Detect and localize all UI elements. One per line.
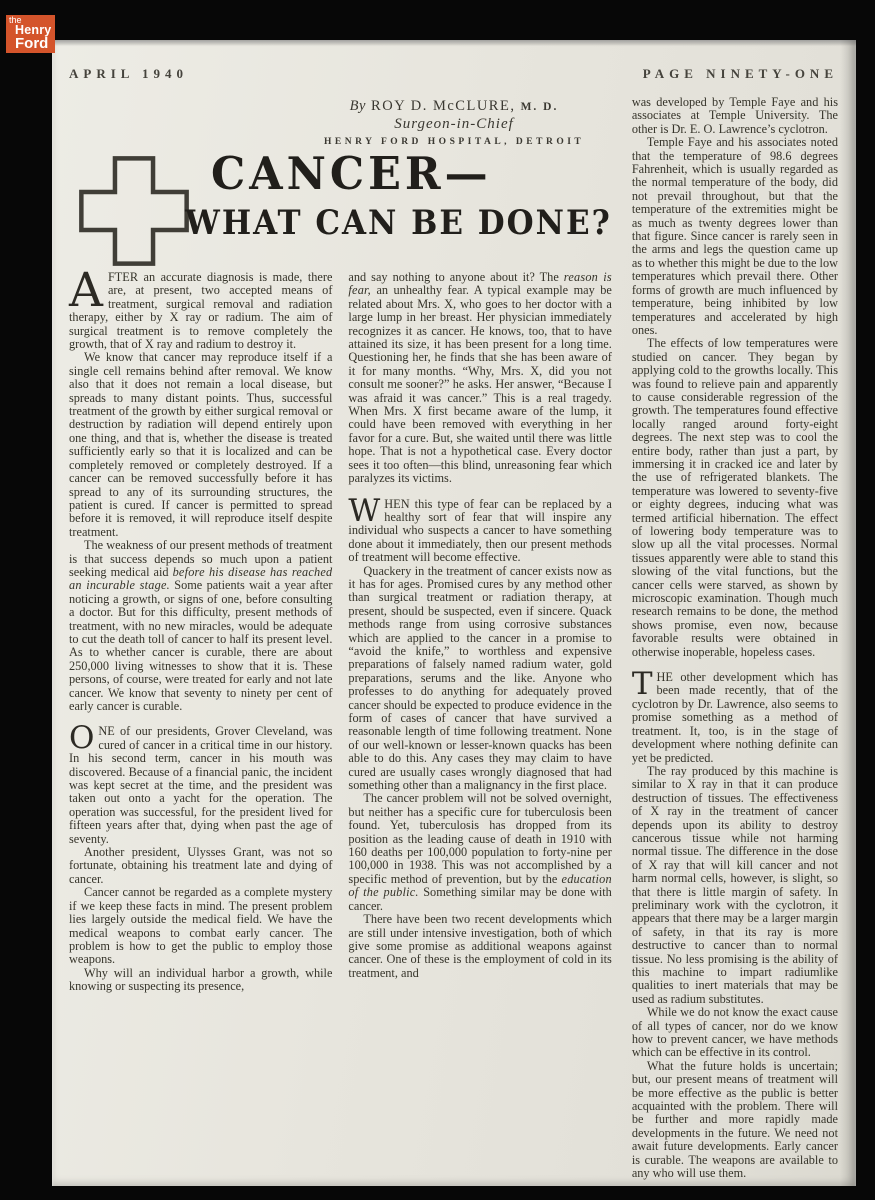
paragraph: We know that cancer may reproduce itself if a single cell remains behind after removal. We know also that it does not remain a local disease, but spreads to many distant points. Thus, successful treatment of the growth by either surgical removal or destruction by radiation will depend entirely upon one thing, and that is, whether the disease is treated sufficiently early so that it is localized and can be completely removed or completely destroyed. If a cancer can be removed successfully before it has spread to any of its surrounding structures, the patient is cured. If cancer is permitted to spread before it is removed, it will reproduce itself despite treatment. xyxy=(69,350,333,539)
paragraph: was developed by Temple Faye and his associates at Temple University. The other is Dr. E. O. Lawrence’s cyclotron. xyxy=(631,95,838,136)
paragraph: WHEN this type of fear can be replaced by a healthy sort of fear that will inspire any individual who suspects a cancer to have something done about it immediately, then our present methods of treatment will become effective. xyxy=(348,492,612,565)
article-head xyxy=(69,98,612,271)
cross-icon xyxy=(73,155,195,267)
column-2 xyxy=(348,271,611,994)
article-title xyxy=(185,147,612,267)
paragraph: The effects of low temperatures were studied on cancer. They began by applying cold to the growths locally. This was found to relieve pain and apparently to cause considerable regression of the growth. The temperatures found effective locally ranged around forty-eight degrees. The next step was to cool the entire body, rather than just a part, by immersing it in cracked ice and later by the use of refrigerated blankets. The temperature was lowered to seventy-five or eighty degrees, inducing what was termed artificial hibernation. The effect of lowering body temperature was to slow up all the vital processes. Normal tissues apparently were able to stand this slowing of the vital functions, but the cancer cells were starved, as shown by microscopic examination. Though much research remains to be done, the method shows promise, even now, because favorable results were obtained in otherwise inoperable, hopeless cases. xyxy=(631,336,838,659)
paragraph: Quackery in the treatment of cancer exists now as it has for ages. Promised cures by any method other than surgical treatment or radiation therapy, at present, should be suspected, even if sincere. Quack methods range from using corrosive substances which are applied to the cancer in a promise to “avoid the knife,” to worthless and expensive preparations of falsely named radium water, gold preparations, serums and the like. Anyone who professes to do anything for adequately proved cancer should be expected to produce evidence in the form of cases of cancer that have survived a reasonable length of time following treatment. None of our well-known or lesser-known quacks has been able to do this. Any cases they may claim to have cured are usually cases wrongly diagnosed that had something other than a malignancy in the first place. xyxy=(348,563,612,793)
byline-role: Surgeon-in-Chief xyxy=(394,116,514,132)
byline-organization: HENRY FORD HOSPITAL, DETROIT xyxy=(324,137,585,147)
byline xyxy=(324,98,584,147)
magazine-page xyxy=(52,40,856,1186)
logo-the: the xyxy=(9,15,22,25)
drop-cap: T xyxy=(631,666,653,703)
paragraph: AFTER an accurate diagnosis is made, there are, at present, two accepted means of treatment, surgical removal and radiation therapy, either by X ray or radium. The aim of surgical treatment is to remove completely the growth, that of X ray and radium to destroy it. xyxy=(69,263,333,352)
column-3 xyxy=(632,96,838,1181)
issue-date: APRIL 1940 xyxy=(69,66,188,81)
paragraph: The ray produced by this machine is similar to X ray in that it can produce destruction of tissues. The effectiveness of X ray in the treatment of cancer depends upon its ability to destroy cancerous tissue while not harming normal tissue. The difference in the dose of X ray that will kill cancer and not harm normal cells, however, is slight, so that there is little margin of safety. In preliminary work with the cyclotron, it appears that there may be a larger margin of safety, in that its ray is more destructive to cancer than to normal tissue. No less promising is the ability of this machine to impart radiumlike qualities to inert materials that may be used as radium substitutes. xyxy=(631,763,838,1006)
paragraph: Another president, Ulysses Grant, was not so fortunate, obtaining his treatment late and dying of cancer. xyxy=(69,845,333,886)
title-row xyxy=(69,147,612,267)
running-head xyxy=(52,40,856,82)
drop-cap: A xyxy=(69,263,103,318)
drop-cap: W xyxy=(348,492,381,529)
logo-henry: Henry xyxy=(15,23,52,37)
columns-one-two xyxy=(69,263,612,994)
paragraph: The weakness of our present methods of treatment is that success depends so much upon a patient seeking medical aid before his disease has reached an incurable stage. Some patients wait a year after noticing a growth, or signs of one, before consulting a doctor. But for this difficulty, present methods of treatment, with no new miracles, would be adequate to cut the death toll of cancer to half its present level. As to whether cancer is curable, there are about 250,000 living witnesses to show that it is. These persons, of course, were treated for early and not late cancer. We know that seventy to ninety per cent of early cancer is curable. xyxy=(69,538,333,713)
page-number: PAGE NINETY-ONE xyxy=(642,66,838,81)
drop-cap: O xyxy=(69,720,95,757)
article-title-line1: CANCER— xyxy=(211,147,492,201)
paragraph: The cancer problem will not be solved overnight, but neither has a specific cure for tuberculosis been found. Yet, tuberculosis has dropped from its position as the leading cause of death in 1910 with 160 deaths per 100,000 population to forty-nine per 100,000 in 1938. This was not accomplished by a specific method of prevention, but by the education of the public. Something similar may be done with cancer. xyxy=(348,791,612,913)
left-section xyxy=(69,98,612,1181)
paragraph: Cancer cannot be regarded as a complete mystery if we keep these facts in mind. The present problem lies largely outside the medical field. We have the medical weapons to combat early cancer. The problem is how to get the public to employ those weapons. xyxy=(69,885,333,967)
paragraph: What the future holds is uncertain; but, our present means of treatment will be more effective as the public is better acquainted with the problem. There will be further and more rapidly made developments in the future. We need not await future developments. Early cancer is curable. The weapons are available to any who will use them. xyxy=(631,1058,838,1181)
paragraph: There have been two recent developments which are still under intensive investigation, both of which give some promise as additional weapons against cancer. One of these is the employment of cold in its treatment, and xyxy=(348,912,612,980)
henry-ford-logo xyxy=(6,15,55,53)
byline-author: By ROY D. McCLURE, M. D. xyxy=(349,98,559,114)
paragraph: While we do not know the exact cause of all types of cancer, nor do we know how to prevent cancer, we have methods which can be effective in its control. xyxy=(631,1005,838,1060)
article-body xyxy=(52,82,856,1181)
paragraph: Why will an individual harbor a growth, while knowing or suspecting its presence, xyxy=(69,965,333,994)
paragraph: ONE of our presidents, Grover Cleveland, was cured of cancer in a critical time in our history. In his second term, cancer in his mouth was discovered. Because of a financial panic, the incident was kept secret at the time, and the president was taken out onto a yacht for the operation. The operation was successful, for the president lived for fifteen years after that, dying when past the age of seventy. xyxy=(69,720,333,846)
column-1 xyxy=(69,263,333,994)
article-title-line2: WHAT CAN BE DONE? xyxy=(185,203,612,243)
paragraph: THE other development which has been made recently, that of the cyclotron by Dr. Lawrence, also seems to promise something as a method of treatment. It, too, is in the stage of development where nothing definite can yet be predicted. xyxy=(631,666,838,765)
logo-ford: Ford xyxy=(15,34,49,52)
paragraph: Temple Faye and his associates noted that the temperature of 98.6 degrees Fahrenheit, which is usually regarded as the normal temperature of the body, did not prevail throughout, but that the temperature of the extremities might be as much as twenty degrees lower than that figure. Since cancer is rarely seen in the arms and legs the question came up as to whether this might be due to the low temperatures which prevail there. Other forms of growth are much influenced by temperature, being inhibited by low temperatures and accelerated by high ones. xyxy=(631,135,838,337)
paragraph: and say nothing to anyone about it? The reason is fear, an unhealthy fear. A typical example may be related about Mrs. X, who goes to her doctor with a large lump in her breast. Her physician immediately recognizes it as cancer. He knows, too, that to have attained its size, it has been present for a long time. Questioning her, he finds that she has been aware of it for many months. “Why, Mrs. X, did you not consult me sooner?” he asks. Her answer, “Because I was afraid it was cancer.” This is a real tragedy. When Mrs. X first became aware of the lump, it could have been removed with everything in her favor for a cure. But, she waited until there was little hope. That is not a hypothetical case. Every doctor sees it too often—this blind, unreasoning fear which paralyzes its victims. xyxy=(348,270,612,486)
